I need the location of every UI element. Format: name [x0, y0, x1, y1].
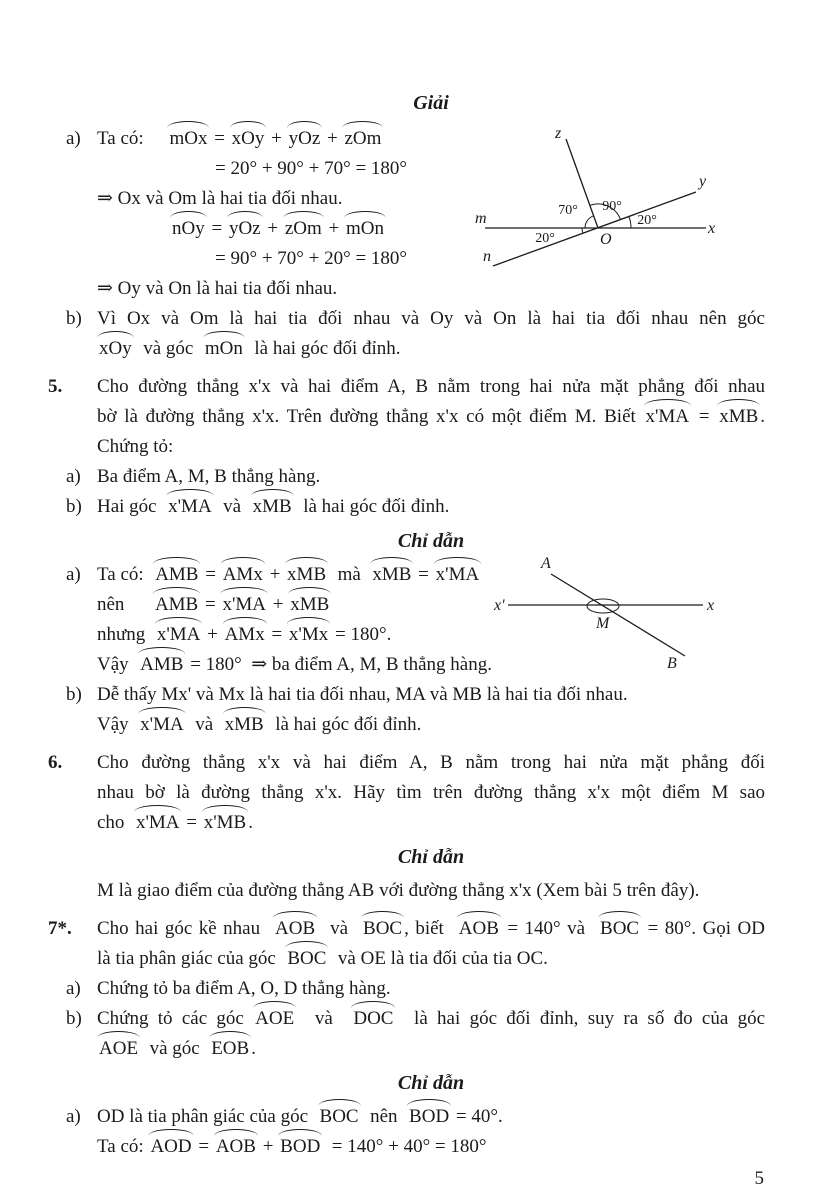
text-segment: = — [200, 594, 221, 615]
angle-name: BOD — [278, 1132, 322, 1162]
angle-name: AMx — [223, 620, 267, 650]
text-segment: và — [317, 918, 362, 939]
angle-name: BOD — [407, 1102, 451, 1132]
line-n-y — [493, 192, 696, 266]
item-marker: b) — [66, 308, 82, 329]
text-segment: = 140° và — [500, 918, 599, 939]
text-segment: nên — [97, 594, 153, 615]
angle-name: AOB — [214, 1132, 258, 1162]
text-segment: Ba điểm A, M, B thẳng hàng. — [97, 466, 321, 487]
text-segment: Cho đường thẳng x'x và hai điểm A, B nằm trong hai nửa mặt phẳng đối — [97, 752, 765, 773]
page-number: 5 — [754, 1168, 764, 1189]
angle-label-20-left: 20° — [535, 231, 555, 246]
label-x-prime: x' — [494, 597, 505, 614]
figure-angles-at-point-O — [473, 118, 718, 273]
label-A: A — [541, 555, 551, 572]
text-segment: bờ là đường thẳng x'x. Trên đường thẳng x'x có một điểm M. Biết — [97, 406, 644, 427]
label-z: z — [555, 125, 562, 142]
text-segment: Ta có: — [97, 128, 168, 149]
label-n: n — [483, 248, 491, 265]
angle-name: AMB — [153, 590, 200, 620]
angle-name: AOB — [457, 914, 501, 944]
angle-name: AOE — [97, 1034, 140, 1064]
angle-name: xOy — [97, 334, 134, 364]
angle-label-90: 90° — [602, 199, 622, 214]
text-segment: Cho hai góc kề nhau — [97, 918, 274, 939]
arc-angle-xy — [629, 217, 631, 228]
text-line — [0, 432, 765, 462]
text-segment: + — [266, 128, 287, 149]
text-line — [0, 492, 765, 522]
text-line — [0, 748, 765, 778]
text-line — [0, 304, 765, 334]
text-line — [0, 402, 765, 432]
item-marker: a) — [66, 466, 81, 487]
angle-name: xOy — [230, 124, 267, 154]
text-segment: = — [200, 564, 221, 585]
text-segment: = — [193, 1136, 214, 1157]
text-line — [0, 372, 765, 402]
text-segment: = 180° ⇒ ba điểm A, M, B thẳng hàng. — [185, 654, 492, 675]
text-segment: Cho đường thẳng x'x và hai điểm A, B nằm trong hai nửa mặt phẳng đối nhau — [97, 376, 765, 397]
item-marker: a) — [66, 978, 81, 999]
text-segment: = — [206, 218, 227, 239]
text-line — [0, 944, 765, 974]
text-segment: = 90° + 70° + 20° = 180° — [215, 248, 408, 269]
angle-name: AMB — [153, 560, 200, 590]
heading-text: Chỉ dẫn — [397, 846, 465, 868]
angle-name: nOy — [170, 214, 207, 244]
solution-heading — [0, 88, 765, 118]
text-line — [0, 334, 765, 364]
text-segment: = — [413, 564, 434, 585]
angle-name: x'MA — [434, 560, 482, 590]
text-segment: + — [322, 128, 343, 149]
angle-name: BOC — [318, 1102, 361, 1132]
angle-name: yOz — [227, 214, 263, 244]
angle-name: AMx — [221, 560, 265, 590]
angle-name: AOD — [148, 1132, 193, 1162]
line-A-B — [551, 574, 685, 656]
text-line — [0, 462, 765, 492]
angle-name: zOm — [342, 124, 383, 154]
angle-label-70: 70° — [558, 203, 578, 218]
text-segment: = — [181, 812, 202, 833]
hint-heading-3 — [0, 1068, 765, 1098]
angle-name: AOB — [273, 914, 317, 944]
angle-name: x'MA — [644, 402, 692, 432]
item-marker: a) — [66, 128, 81, 149]
text-segment: . — [248, 812, 253, 833]
text-segment: mà — [328, 564, 371, 585]
angle-name: BOC — [285, 944, 328, 974]
text-segment: cho — [97, 812, 134, 833]
text-segment: là hai góc đối đỉnh. — [265, 714, 422, 735]
text-segment: ⇒ Ox và Om là hai tia đối nhau. — [97, 188, 343, 209]
text-segment: Hai góc — [97, 496, 167, 517]
text-segment: nhưng — [97, 624, 155, 645]
text-segment: Vậy — [97, 654, 139, 675]
angle-name: DOC — [351, 1004, 395, 1034]
text-segment: Chứng tỏ ba điểm A, O, D thẳng hàng. — [97, 978, 391, 999]
label-x2: x — [707, 597, 715, 614]
text-segment: , biết — [404, 918, 457, 939]
angle-name: zOm — [283, 214, 324, 244]
text-line — [0, 876, 765, 906]
item-marker: b) — [66, 496, 82, 517]
item-marker: a) — [66, 564, 81, 585]
heading-text: Chỉ dẫn — [397, 530, 465, 552]
angle-name: mOn — [203, 334, 245, 364]
angle-name: EOB — [209, 1034, 251, 1064]
angle-name: x'MA — [220, 590, 268, 620]
text-line — [0, 778, 765, 808]
label-y: y — [699, 173, 707, 190]
item-marker: 7*. — [48, 918, 72, 939]
label-M: M — [596, 615, 610, 632]
text-line — [0, 1132, 765, 1162]
text-segment: và — [296, 1008, 352, 1029]
angle-name: xMB — [223, 710, 266, 740]
text-segment: = — [691, 406, 718, 427]
text-segment: Vậy — [97, 714, 139, 735]
text-segment: Chứng tỏ các góc — [97, 1008, 254, 1029]
angle-name: mOn — [344, 214, 386, 244]
arc-angle-mn — [582, 228, 583, 234]
figure-line-AB-crossing-xx — [493, 548, 715, 676]
angle-name: xMB — [251, 492, 294, 522]
text-line — [0, 710, 765, 740]
text-segment: nhau bờ là đường thẳng x'x. Hãy tìm trên đường thẳng x'x một điểm M sao — [97, 782, 765, 803]
text-line — [0, 680, 765, 710]
label-m: m — [475, 210, 487, 227]
text-segment: Ta có: — [97, 564, 154, 585]
label-O: O — [600, 231, 612, 248]
item-marker: a) — [66, 1106, 81, 1127]
text-line — [0, 974, 765, 1004]
text-segment: Chứng tỏ: — [97, 436, 174, 457]
text-segment: = 140° + 40° = 180° — [322, 1136, 487, 1157]
text-segment: . — [760, 406, 766, 427]
text-segment: = — [266, 624, 287, 645]
heading-text: Giải — [413, 92, 449, 114]
text-segment: = 180°. — [330, 624, 392, 645]
angle-name: xMB — [370, 560, 413, 590]
angle-name: yOz — [287, 124, 323, 154]
text-segment: + — [268, 594, 289, 615]
text-segment: và góc — [133, 338, 203, 359]
angle-name: xMB — [285, 560, 328, 590]
text-line — [0, 1034, 765, 1064]
text-line — [0, 1004, 765, 1034]
heading-text: Chỉ dẫn — [397, 1072, 465, 1094]
text-segment: + — [202, 624, 223, 645]
angle-name: x'Mx — [287, 620, 330, 650]
text-segment: là tia phân giác của góc — [97, 948, 286, 969]
angle-name: x'MA — [166, 492, 214, 522]
text-line — [0, 1102, 765, 1132]
hint-heading-2 — [0, 842, 765, 872]
text-line — [0, 914, 765, 944]
text-segment: + — [264, 564, 286, 585]
text-segment: = 20° + 90° + 70° = 180° — [215, 158, 408, 179]
text-segment: = 40°. — [451, 1106, 503, 1127]
text-segment: và — [213, 496, 251, 517]
angle-name: x'MB — [202, 808, 249, 838]
label-B: B — [667, 655, 677, 672]
text-segment: và OE là tia đối của tia OC. — [328, 948, 548, 969]
text-segment: Dễ thấy Mx' và Mx là hai tia đối nhau, MA và MB là hai tia đối nhau. — [97, 684, 628, 705]
angle-name: BOC — [598, 914, 641, 944]
angle-name: AMB — [138, 650, 185, 680]
text-segment: + — [262, 218, 283, 239]
text-segment: Vì Ox và Om là hai tia đối nhau và Oy và On là hai tia đối nhau nên góc — [97, 308, 765, 329]
text-segment: + — [257, 1136, 279, 1157]
angle-name: xMB — [717, 402, 760, 432]
text-segment: là hai góc đối đỉnh. — [293, 496, 450, 517]
label-x: x — [708, 220, 716, 237]
text-line — [0, 274, 765, 304]
text-segment: + — [323, 218, 344, 239]
angle-name: x'MA — [155, 620, 203, 650]
text-line — [0, 808, 765, 838]
text-segment: ⇒ Oy và On là hai tia đối nhau. — [97, 278, 338, 299]
angle-label-20-right: 20° — [637, 213, 657, 228]
item-marker: 6. — [48, 752, 63, 773]
angle-name: xMB — [288, 590, 331, 620]
text-segment: là hai góc đối đỉnh. — [244, 338, 401, 359]
item-marker: b) — [66, 1008, 82, 1029]
arc-angle-mz — [585, 216, 594, 228]
text-segment: và — [185, 714, 223, 735]
text-segment: nên — [360, 1106, 408, 1127]
text-segment: M là giao điểm của đường thẳng AB với đường thẳng x'x (Xem bài 5 trên đây). — [97, 880, 700, 901]
angle-name: BOC — [361, 914, 404, 944]
text-segment: = — [209, 128, 230, 149]
item-marker: 5. — [48, 376, 63, 397]
text-segment: . — [251, 1038, 256, 1059]
text-segment: là hai góc đối đỉnh, suy ra số đo của góc — [395, 1008, 766, 1029]
text-segment: và góc — [140, 1038, 210, 1059]
text-segment: Ta có: — [97, 1136, 149, 1157]
text-segment: = 80°. Gọi OD — [641, 918, 766, 939]
angle-name: x'MA — [138, 710, 186, 740]
angle-name: mOx — [167, 124, 209, 154]
angle-name: AOE — [253, 1004, 296, 1034]
angle-name: x'MA — [134, 808, 182, 838]
text-segment: OD là tia phân giác của góc — [97, 1106, 318, 1127]
item-marker: b) — [66, 684, 82, 705]
